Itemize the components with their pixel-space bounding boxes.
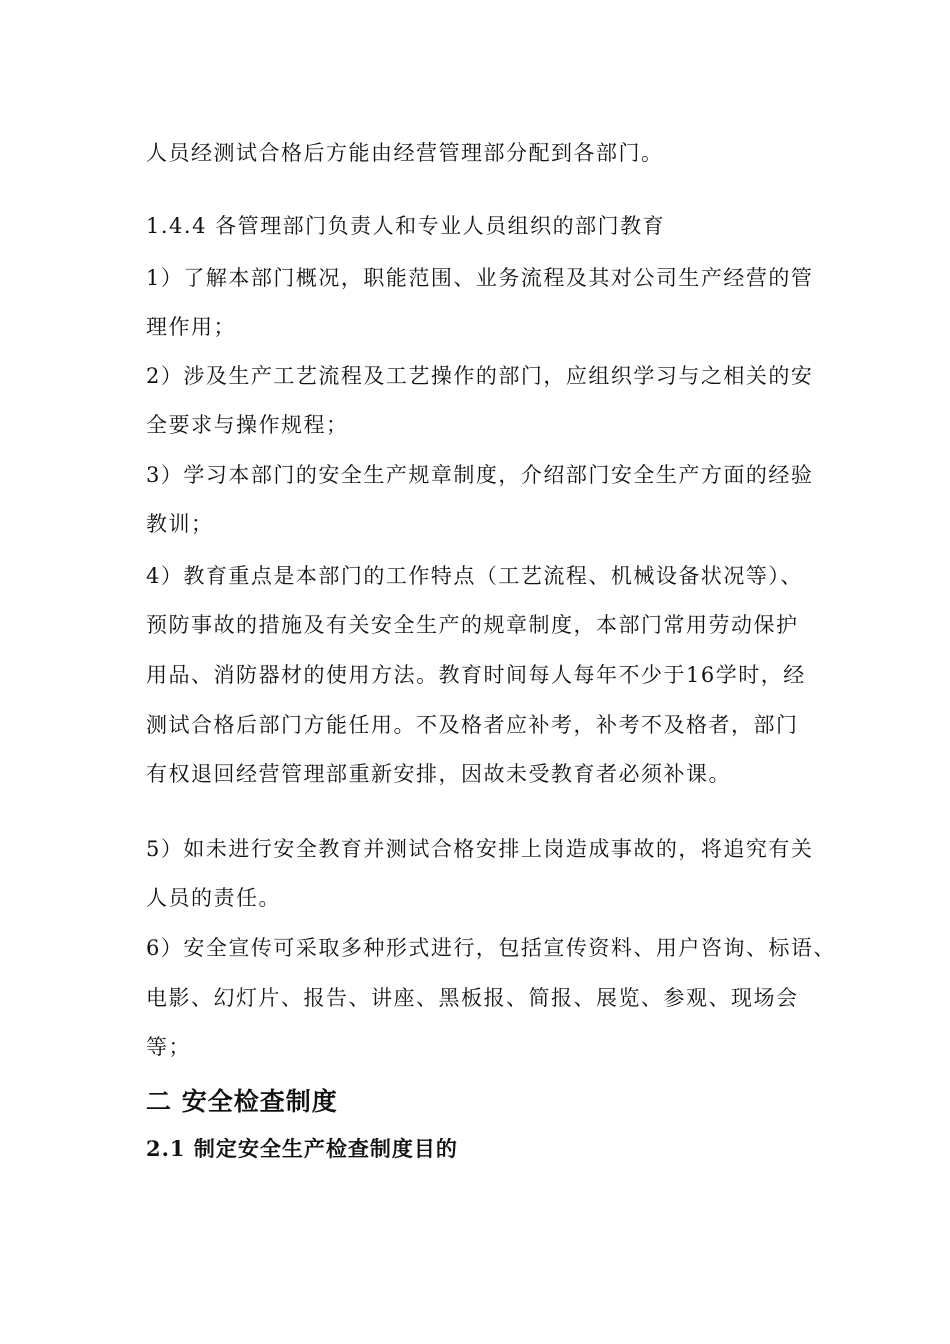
paragraph-line: 人员的责任。 [146,886,281,910]
paragraph-line: 测试合格后部门方能任用。不及格者应补考，补考不及格者，部门 [146,713,799,737]
paragraph-line: 预防事故的措施及有关安全生产的规章制度，本部门常用劳动保护 [146,613,799,637]
clause-heading: 1.4.4 各管理部门负责人和专业人员组织的部门教育 [146,214,666,238]
paragraph-line: 教训； [146,512,214,536]
paragraph-line: 用品、消防器材的使用方法。教育时间每人每年不少于16学时，经 [146,663,806,687]
paragraph-line: 理作用； [146,315,236,339]
paragraph-line: 等； [146,1035,191,1059]
paragraph-line: 2）涉及生产工艺流程及工艺操作的部门，应组织学习与之相关的安 [146,364,814,388]
paragraph-line: 4）教育重点是本部门的工作特点（工艺流程、机械设备状况等）、 [146,564,803,588]
subsection-heading: 2.1 制定安全生产检查制度目的 [146,1136,458,1161]
paragraph-line: 3）学习本部门的安全生产规章制度，介绍部门安全生产方面的经验 [146,463,814,487]
section-heading: 二 安全检查制度 [146,1087,338,1116]
paragraph-line: 1）了解本部门概况，职能范围、业务流程及其对公司生产经营的管 [146,266,814,290]
paragraph-line: 人员经测试合格后方能由经营管理部分配到各部门。 [146,141,664,165]
paragraph-line: 6）安全宣传可采取多种形式进行，包括宣传资料、用户咨询、标语、 [146,936,836,960]
paragraph-line: 电影、幻灯片、报告、讲座、黑板报、简报、展览、参观、现场会 [146,986,799,1010]
paragraph-line: 5）如未进行安全教育并测试合格安排上岗造成事故的，将追究有关 [146,837,814,861]
paragraph-line: 全要求与操作规程； [146,413,349,437]
paragraph-line: 有权退回经营管理部重新安排，因故未受教育者必须补课。 [146,762,731,786]
